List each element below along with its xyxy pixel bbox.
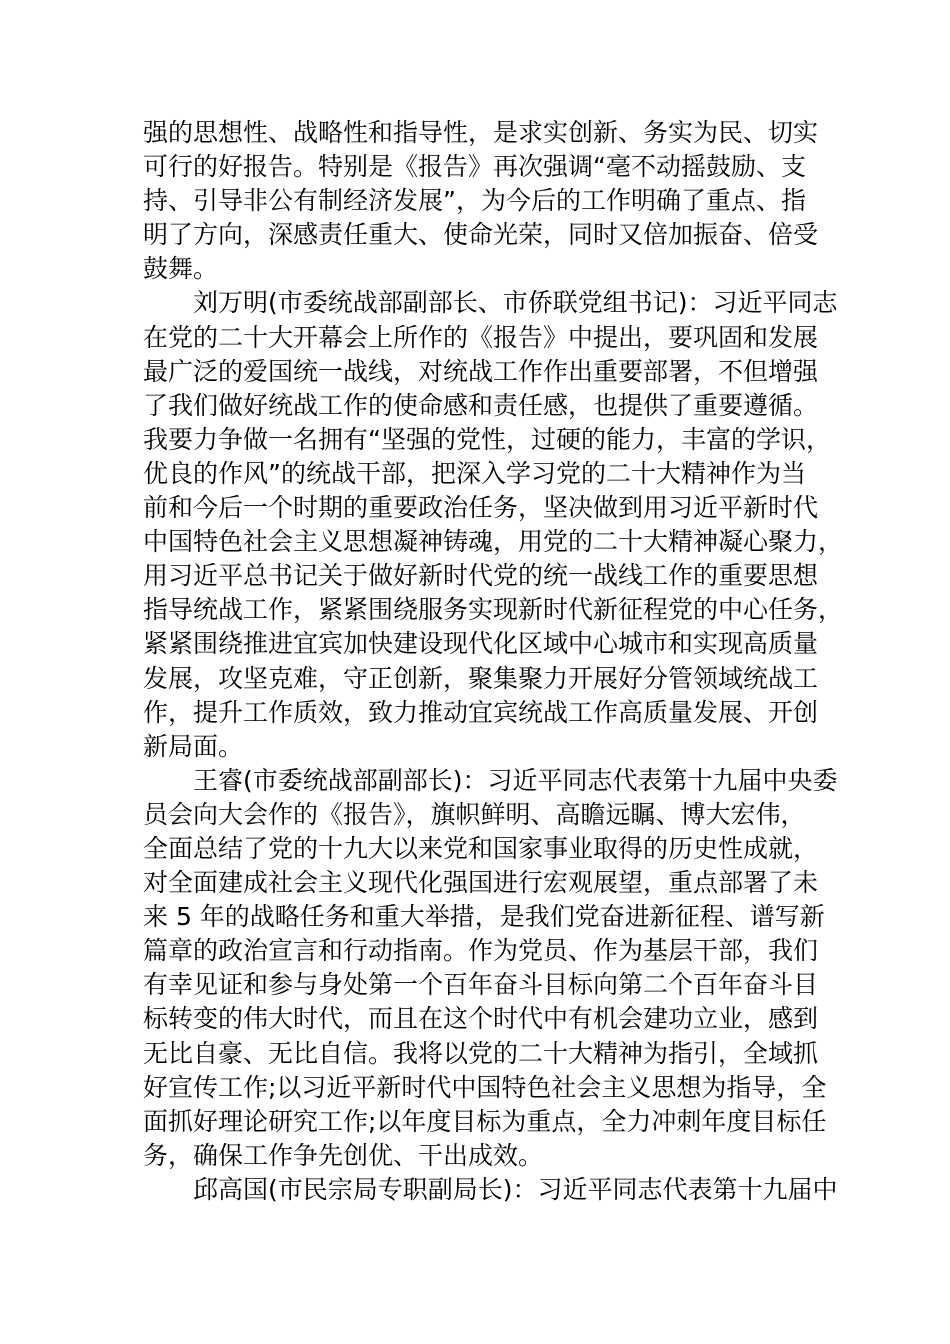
text-line: 标转变的伟大时代，而且在这个时代中有机会建功立业，感到	[143, 1004, 819, 1034]
text-line: 好宣传工作;以习近平新时代中国特色社会主义思想为指导，全	[143, 1072, 827, 1102]
text-line: 明了方向，深感责任重大、使命光荣，同时又倍加振奋、倍受	[143, 220, 819, 250]
text-line: 我要力争做一名拥有“坚强的党性，过硬的能力，丰富的学识，	[143, 424, 831, 454]
text-line: 有幸见证和参与身处第一个百年奋斗目标向第二个百年奋斗目	[143, 970, 819, 1000]
text-line: 指导统战工作，紧紧围绕服务实现新时代新征程党的中心任务，	[143, 595, 844, 625]
text-line: 强的思想性、战略性和指导性，是求实创新、务实为民、切实	[143, 118, 819, 147]
paragraph-start-line: 王睿(市委统战部副部长)：习近平同志代表第十九届中央委	[193, 765, 838, 795]
text-line: 员会向大会作的《报告》，旗帜鲜明、高瞻远瞩、博大宏伟，	[143, 799, 806, 829]
paragraph-start-line: 刘万明(市委统战部副部长、市侨联党组书记)：习近平同志	[193, 288, 838, 318]
text-line: 前和今后一个时期的重要政治任务，坚决做到用习近平新时代	[143, 493, 819, 523]
body-text	[143, 116, 844, 1207]
text-line: 面抓好理论研究工作;以年度目标为重点，全力冲刺年度目标任	[143, 1106, 827, 1136]
text-line: 在党的二十大开幕会上所作的《报告》中提出，要巩固和发展	[143, 322, 819, 352]
text-line: 最广泛的爱国统一战线，对统战工作作出重要部署，不但增强	[143, 356, 819, 386]
text-line: 全面总结了党的十九大以来党和国家事业取得的历史性成就，	[143, 833, 819, 863]
paragraph-start-line: 邱高国(市民宗局专职副局长)：习近平同志代表第十九届中	[193, 1174, 838, 1204]
text-line: 作，提升工作质效，致力推动宜宾统战工作高质量发展、开创	[143, 697, 819, 727]
text-line: 了我们做好统战工作的使命感和责任感，也提供了重要遵循。	[143, 390, 819, 420]
text-line: 优良的作风”的统战干部，把深入学习党的二十大精神作为当	[143, 458, 806, 488]
text-line: 鼓舞。	[143, 254, 219, 284]
text-line: 发展，攻坚克难，守正创新，聚集聚力开展好分管领域统战工	[143, 663, 819, 693]
text-line: 务，确保工作争先创优、干出成效。	[143, 1140, 544, 1170]
text-line: 对全面建成社会主义现代化强国进行宏观展望，重点部署了未	[143, 868, 819, 898]
text-line: 无比自豪、无比自信。我将以党的二十大精神为指引，全域抓	[143, 1038, 819, 1068]
text-line: 用习近平总书记关于做好新时代党的统一战线工作的重要思想	[143, 561, 819, 591]
text-line: 来 5 年的战略任务和重大举措，是我们党奋进新征程、谱写新	[143, 902, 825, 932]
text-line: 篇章的政治宣言和行动指南。作为党员、作为基层干部，我们	[143, 936, 819, 966]
text-line: 紧紧围绕推进宜宾加快建设现代化区域中心城市和实现高质量	[143, 629, 819, 659]
text-line: 中国特色社会主义思想凝神铸魂，用党的二十大精神凝心聚力，	[143, 527, 844, 557]
text-line: 可行的好报告。特别是《报告》再次强调“毫不动摇鼓励、支	[143, 152, 806, 182]
text-line: 新局面。	[143, 731, 244, 761]
text-line: 持、引导非公有制经济发展”，为今后的工作明确了重点、指	[143, 186, 806, 216]
